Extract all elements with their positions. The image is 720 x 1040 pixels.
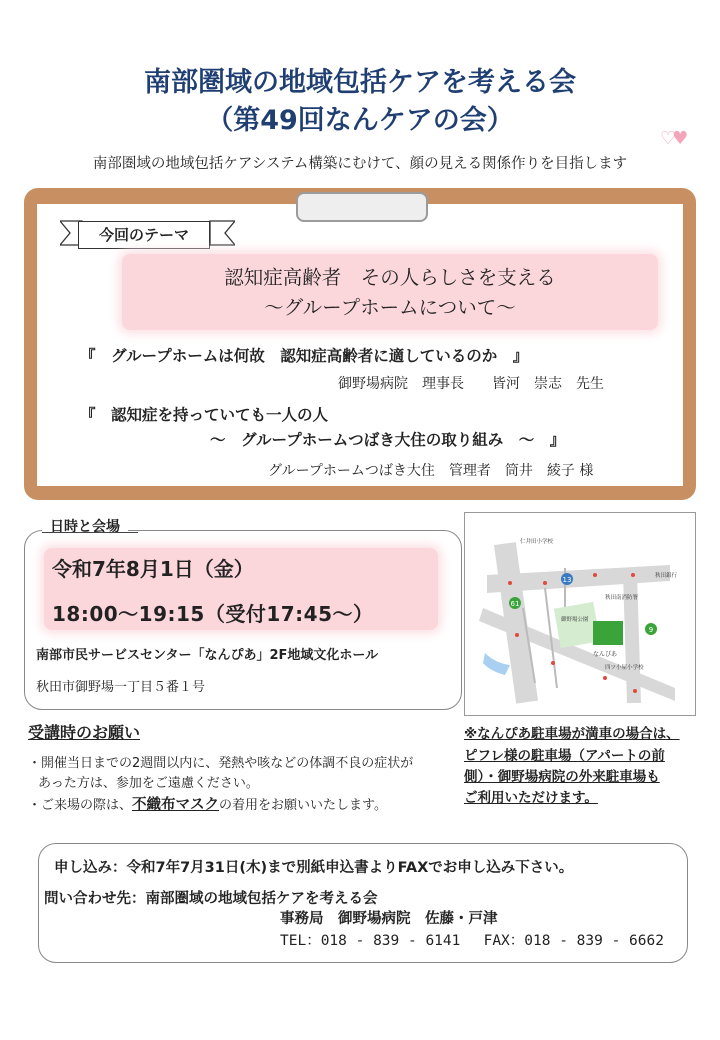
- map-label-school1: 仁井田小学校: [520, 539, 554, 545]
- map-label-fire: 秋田南消防署: [605, 595, 639, 601]
- notice-line3-post: の着用をお願いいたします。: [219, 798, 387, 813]
- route61-marker: 61: [510, 600, 520, 608]
- route9-marker: 9: [648, 626, 654, 634]
- schedule-label: 日時と会場: [42, 516, 128, 536]
- notice-line3: [28, 793, 387, 814]
- access-map: [464, 512, 696, 716]
- event-time: 18:00～19:15（受付17:45～）: [52, 602, 374, 626]
- notice-title: 受講時のお願い: [28, 723, 141, 742]
- notice-line3-pre: ・ご来場の際は、: [28, 798, 133, 813]
- theme-label: 今回のテーマ: [78, 221, 210, 249]
- theme-main-title: 認知症高齢者 その人らしさを支える: [224, 266, 556, 289]
- theme-main-subtitle: ～グループホームについて～: [264, 296, 516, 319]
- schedule-label-underline: [42, 532, 138, 533]
- map-label-bank: 秋田銀行: [655, 573, 678, 579]
- inquiry-org: 問い合わせ先：南部圏域の地域包括ケアを考える会: [44, 891, 378, 907]
- hearts-icon: ♡♥: [660, 128, 685, 149]
- talk1-speaker: 御野場病院 理事長 皆河 崇志 先生: [338, 376, 604, 392]
- notice-line2: あった方は、参加をご遠慮ください。: [38, 776, 259, 791]
- parking-note-line2: ピフレ様の駐車場（アパートの前: [464, 748, 665, 764]
- route13-marker: 13: [562, 576, 572, 584]
- page-subtitle: 南部圏域の地域包括ケアシステム構築にむけて、顔の見える関係作りを目指します: [92, 156, 628, 172]
- parking-note-line1: ※なんぴあ駐車場が満車の場合は、: [464, 726, 680, 742]
- inquiry-office: 事務局 御野場病院 佐藤・戸津: [280, 911, 498, 927]
- talk1-title: 『 グループホームは何故 認知症高齢者に適しているのか 』: [80, 347, 529, 365]
- talk2-title-cont: ～ グループホームつばき大住の取り組み ～ 』: [210, 431, 566, 449]
- parking-note-line4: ご利用いただけます。: [464, 790, 598, 806]
- map-graphic: [465, 513, 695, 715]
- talk2-title: 『 認知症を持っていても一人の人: [80, 406, 329, 424]
- page-title: 南部圏域の地域包括ケアを考える会: [144, 67, 576, 98]
- parking-note-line3: 側）・御野場病院の外来駐車場も: [464, 769, 660, 785]
- application-deadline: 申し込み：令和7年7月31日(木)まで別紙申込書よりFAXでお申し込み下さい。: [54, 860, 574, 876]
- notice-line1: ・開催当日までの2週間以内に、発熱や咳などの体調不良の症状が: [28, 756, 414, 771]
- event-venue: 南部市民サービスセンター「なんぴあ」2F地域文化ホール: [36, 648, 379, 663]
- page-title-sub: （第49回なんケアの会）: [206, 105, 514, 136]
- event-address: 秋田市御野場一丁目５番１号: [36, 680, 206, 695]
- map-label-building: なんぴあ: [593, 651, 618, 658]
- map-label-park: 御野場公園: [561, 617, 589, 623]
- talk2-speaker: グループホームつばき大住 管理者 筒井 綾子 様: [268, 463, 594, 479]
- notice-mask-emphasis: 不織布マスク: [132, 797, 220, 813]
- map-label-school2: 四ツ小屋小学校: [605, 665, 644, 671]
- inquiry-phone-fax: TEL：018 - 839 - 6141 FAX：018 - 839 - 6662: [280, 933, 664, 949]
- event-date: 令和7年8月1日（金）: [52, 557, 254, 581]
- clipboard-clip-icon: [296, 192, 428, 222]
